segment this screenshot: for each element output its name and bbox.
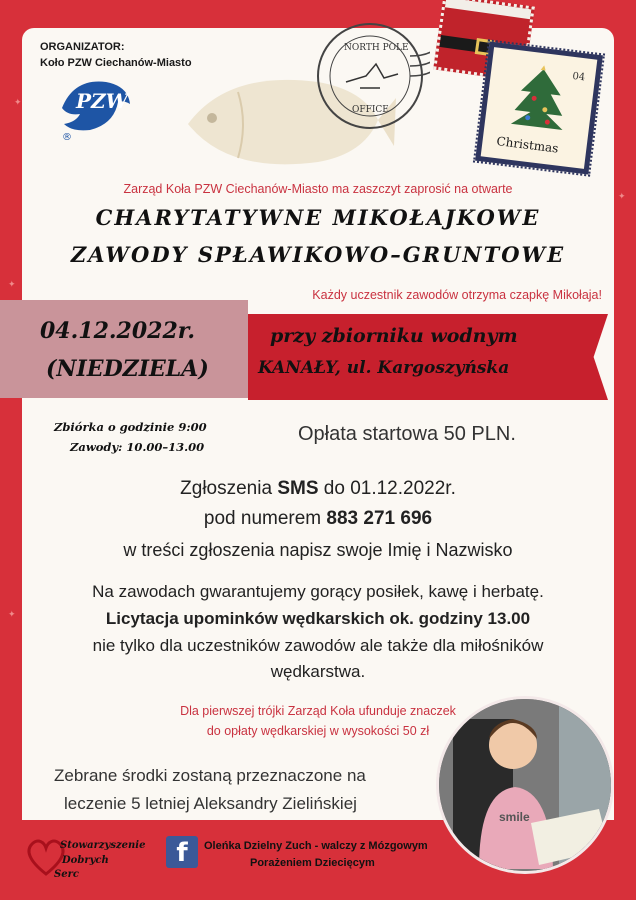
program-line1: Na zawodach gwarantujemy gorący posiłek, kawę i herbatę. xyxy=(92,582,544,601)
ngo-name-line1: Stowarzyszenie xyxy=(60,840,146,851)
registered-mark: ® xyxy=(62,132,72,143)
facebook-icon[interactable]: f xyxy=(166,836,198,868)
entry-fee: Opłata startowa 50 PLN. xyxy=(298,423,516,445)
program-line3: nie tylko dla uczestników zawodów ale także dla miłośników xyxy=(92,636,544,655)
program-line2: Licytacja upominków wędkarskich ok. godziny 13.00 xyxy=(105,609,531,628)
christmas-tree-stamp xyxy=(475,42,603,175)
funds-line1: Zebrane środki zostaną przeznaczone na xyxy=(54,766,366,785)
prize-line1: Dla pierwszej trójki Zarząd Koła ufunduje znaczek xyxy=(180,704,456,718)
program-line4: wędkarstwa. xyxy=(270,662,366,681)
gift-note: Każdy uczestnik zawodów otrzyma czapkę Mikołaja! xyxy=(312,288,602,302)
christmas-tree-icon xyxy=(506,62,574,135)
registration-deadline: do 01.12.2022r. xyxy=(318,478,456,499)
child-photo xyxy=(436,696,614,874)
prize-line2: do opłaty wędkarskiej w wysokości 50 zł xyxy=(206,724,430,738)
registration-text: Zgłoszenia xyxy=(180,478,278,499)
child-photo-illustration xyxy=(439,699,614,874)
organizer-name: Koło PZW Ciechanów-Miasto xyxy=(40,56,192,69)
intro-text: Zarząd Koła PZW Ciechanów-Miasto ma zaszczyt zaprosić na otwarte xyxy=(123,182,513,196)
date-box xyxy=(0,300,248,398)
postmark-bottom-text: OFFICE xyxy=(352,105,389,115)
organizer-label: ORGANIZATOR: xyxy=(40,41,125,53)
registration-line1 xyxy=(0,478,636,500)
ngo-name-line2: Dobrych xyxy=(62,855,109,866)
funds-line2: leczenie 5 letniej Aleksandry Zielińskiej xyxy=(64,794,357,813)
event-weekday: (NIEDZIELA) xyxy=(46,356,209,382)
facebook-page-line2[interactable]: Porażeniem Dziecięcym xyxy=(250,857,375,869)
registration-line2 xyxy=(0,508,636,530)
star-decoration: ✦ xyxy=(8,279,16,289)
pzw-logo xyxy=(54,68,134,146)
place-line2: KANAŁY, ul. Kargoszyńska xyxy=(258,358,510,378)
star-decoration: ✦ xyxy=(8,609,16,619)
schedule-gathering: Zbiórka o godzinie 9:00 xyxy=(54,420,207,434)
place-line1: przy zbiorniku wodnym xyxy=(270,325,518,347)
registration-phone: 883 271 696 xyxy=(326,508,433,529)
schedule-contest: Zawody: 10.00–13.00 xyxy=(70,440,205,454)
facebook-page-line1[interactable]: Oleńka Dzielny Zuch - walczy z Mózgowym xyxy=(204,840,428,852)
shirt-text: smile xyxy=(499,810,530,824)
star-decoration: ✦ xyxy=(14,97,22,107)
registration-number-label: pod numerem xyxy=(203,508,327,529)
stamp-number: 04 xyxy=(571,70,586,84)
page-title-line1: CHARYTATYWNE MIKOŁAJKOWE xyxy=(95,205,541,230)
page-title-line2: ZAWODY SPŁAWIKOWO–GRUNTOWE xyxy=(70,242,566,267)
star-decoration: ✦ xyxy=(618,191,626,201)
event-date: 04.12.2022r. xyxy=(40,318,196,344)
pzw-logo-text: PZW xyxy=(76,89,129,113)
ngo-name-line3: Serc xyxy=(54,869,79,880)
postmark-top-text: NORTH POLE xyxy=(344,43,409,53)
stamp-label: Christmas xyxy=(495,134,560,156)
registration-line3: w treści zgłoszenia napisz swoje Imię i Nazwisko xyxy=(123,540,513,560)
registration-sms: SMS xyxy=(277,478,319,499)
north-pole-postmark xyxy=(310,16,430,136)
